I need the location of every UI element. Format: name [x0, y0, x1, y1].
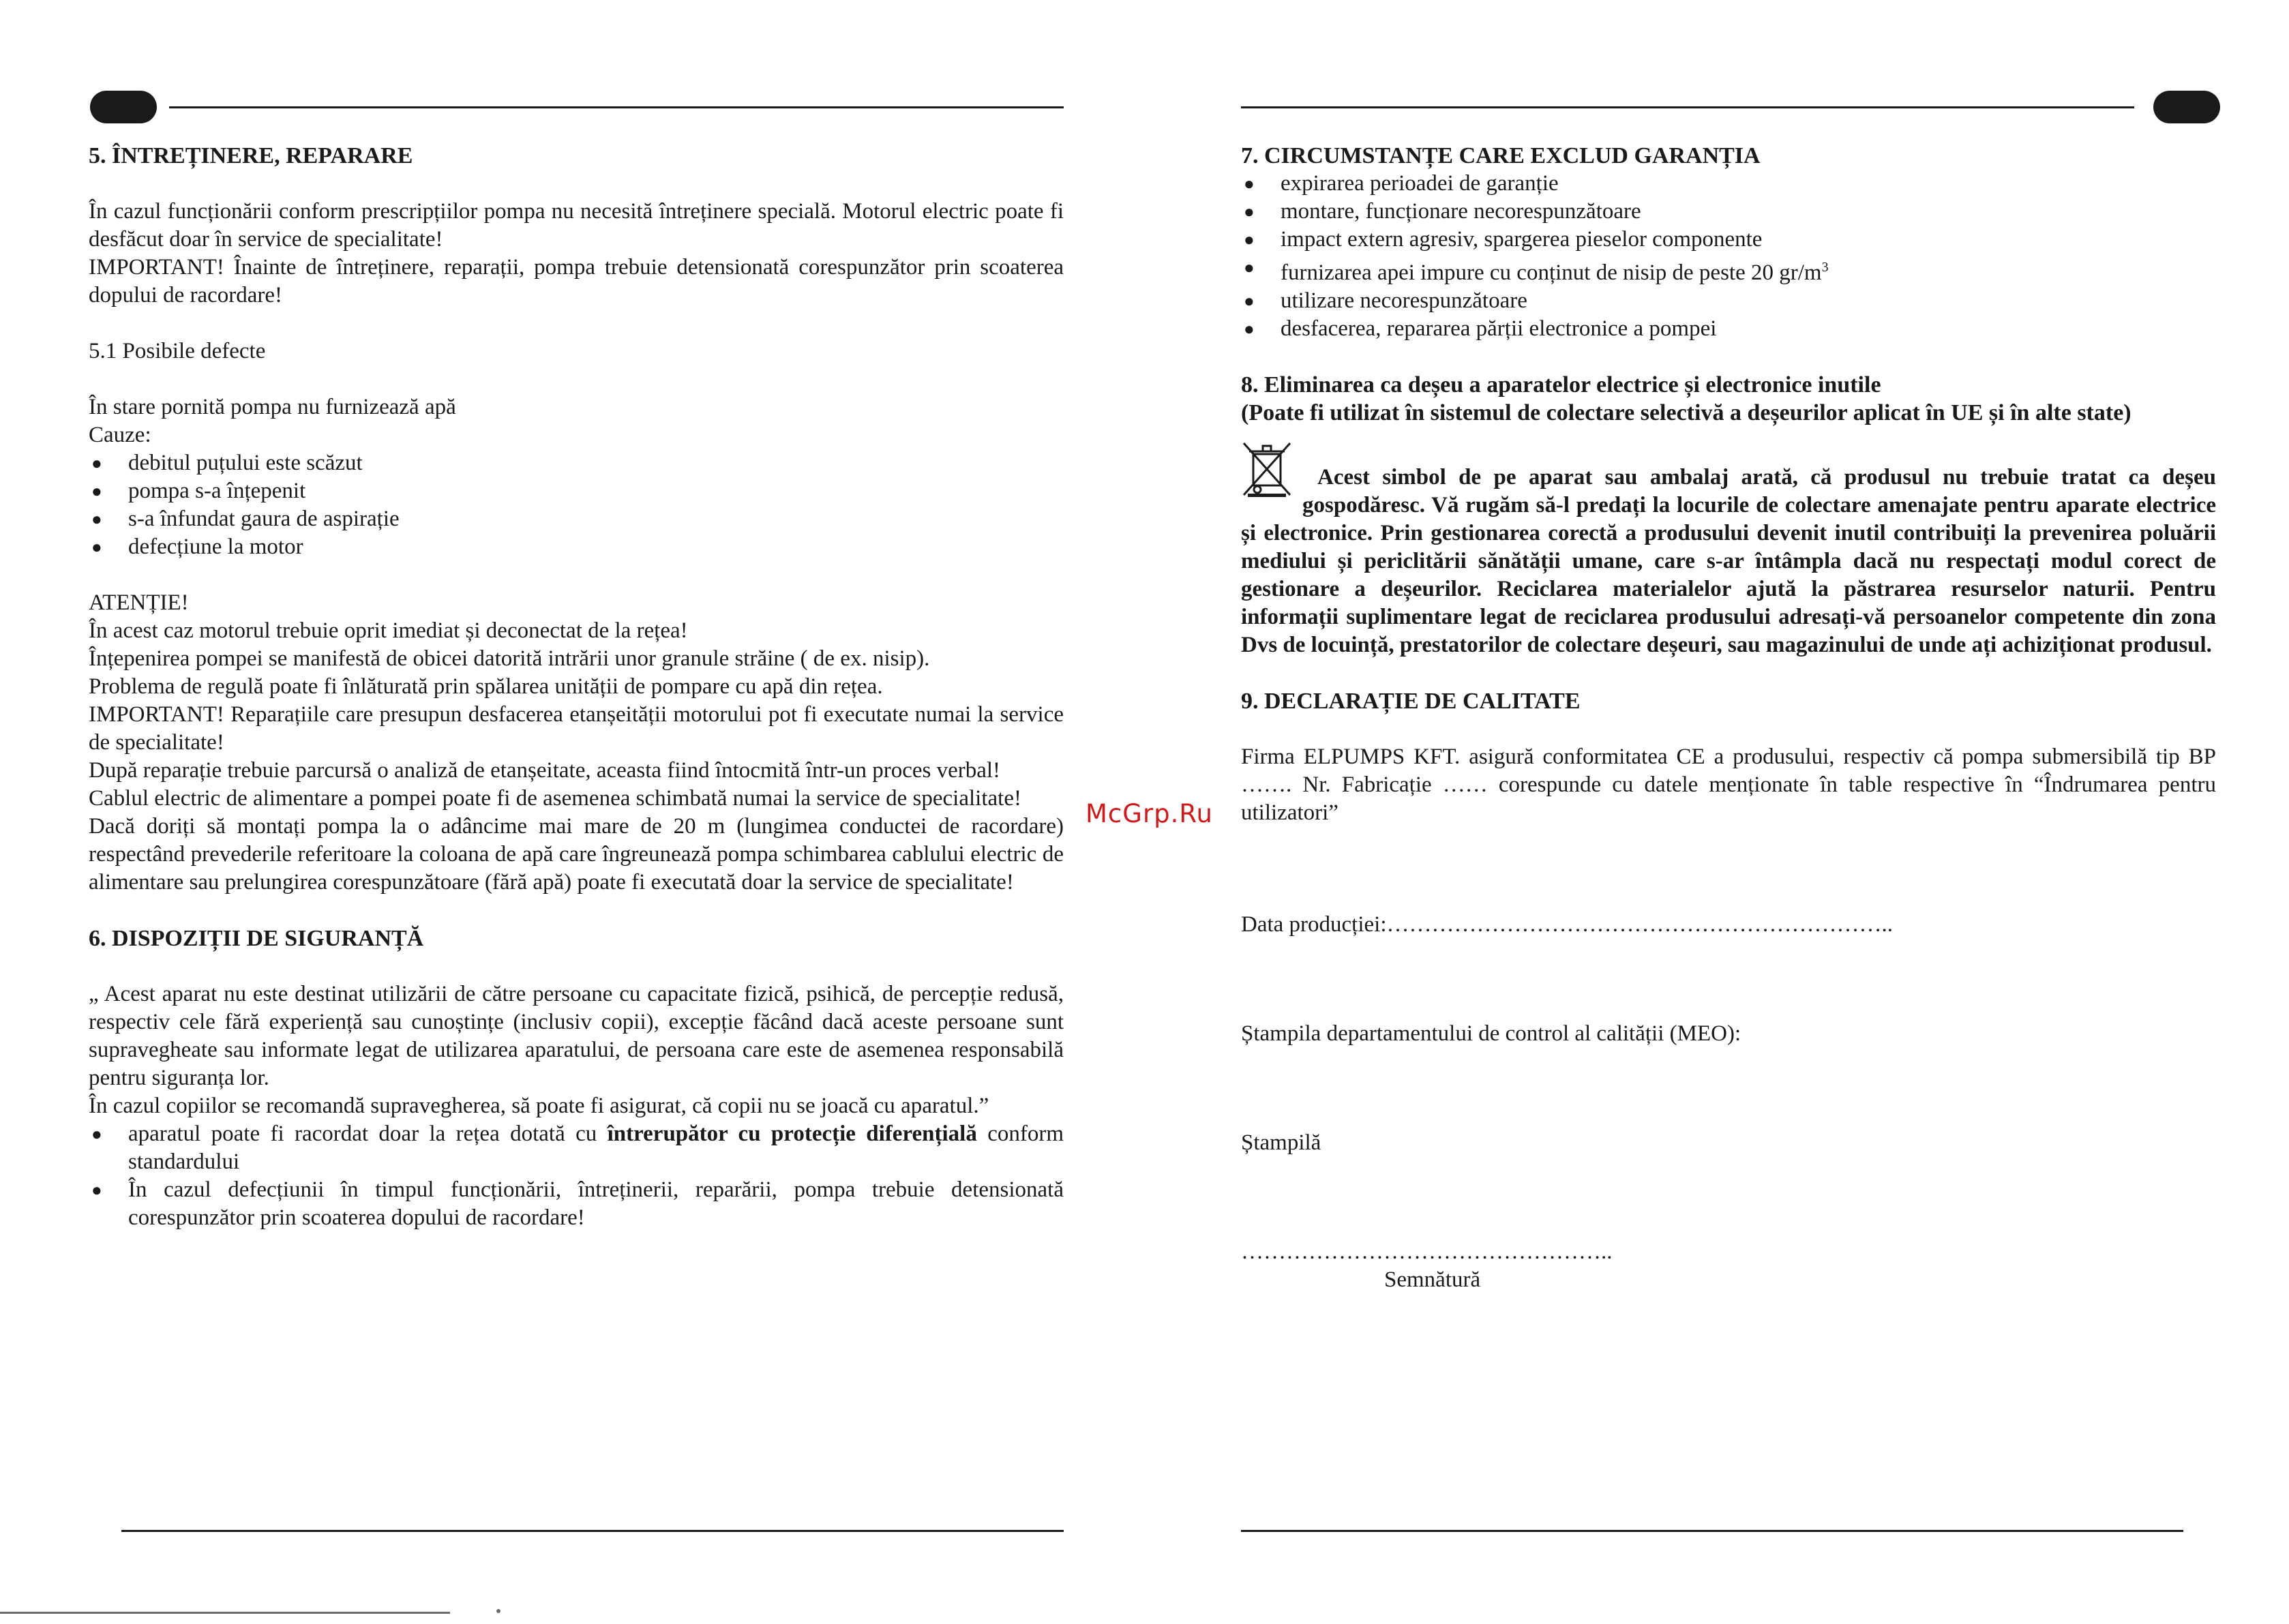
section-7-title: 7. CIRCUMSTANȚE CARE EXCLUD GARANȚIA	[1241, 143, 1761, 168]
footer-rule-right	[1241, 1530, 2183, 1532]
bottom-edge-dot	[496, 1609, 500, 1613]
watermark: McGrp.Ru	[1086, 799, 1213, 828]
section-8-title: 8. Eliminarea ca deșeu a aparatelor electrice și electronice inutile	[1241, 372, 1881, 397]
list-item: ● expirarea perioadei de garanție	[1241, 170, 2216, 198]
left-page	[0, 0, 1118, 1624]
crossed-bin-icon	[1241, 440, 1293, 498]
causes-list	[89, 449, 1064, 561]
section-9-paragraph: Firma ELPUMPS KFT. asigură conformitatea CE a produsului, respectiv că pompa submersibilă tip BP ……. Nr. Fabricație …… corespunde cu datele menționate în table respective în “Îndrumarea pentru utilizatori”	[1241, 745, 2216, 825]
attention-line: Dacă doriți să montați pompa la o adâncime mai mare de 20 m (lungimea conductei de racordare) respectând prevederile referitoare la coloana de apă care îngreunează pompa schimbarea cablului electric de alimentare sau prelungirea corespunzătoare (fără apă) poate fi executată doar la service de specialitate!	[89, 814, 1064, 894]
header-rule-right	[1241, 106, 2134, 108]
section-5-title: 5. ÎNTREȚINERE, REPARARE	[89, 143, 413, 168]
section-5-1-causes-label: Cauze:	[89, 423, 151, 447]
section-8-subtitle: (Poate fi utilizat în sistemul de colectare selectivă a deșeurilor aplicat în UE și în alte state)	[1241, 400, 2131, 425]
list-item: ● impact extern agresiv, spargerea pieselor componente	[1241, 226, 2216, 254]
water-quality-text: furnizarea apei impure cu conținut de nisip de peste 20 gr/m	[1281, 260, 1822, 285]
footer-rule-left	[121, 1530, 1064, 1532]
safety-bullet-text-end: conform standardului	[128, 1122, 1064, 1174]
left-column	[89, 142, 1064, 1232]
weee-paragraph	[1241, 440, 2216, 659]
section-5-paragraph-1: În cazul funcționării conform prescripțiilor pompa nu necesită întreținere specială. Motorul electric poate fi desfăcut doar în service de specialitate!	[89, 199, 1064, 252]
page-number-badge-right	[2153, 91, 2220, 123]
attention-line: Cablul electric de alimentare a pompei poate fi de asemenea schimbată numai la service de specialitate!	[89, 786, 1021, 811]
cubic-superscript: 3	[1821, 260, 1829, 275]
attention-line: În acest caz motorul trebuie oprit imediat și deconectat de la rețea!	[89, 618, 688, 643]
section-5-paragraph-2: IMPORTANT! Înainte de întreținere, reparații, pompa trebuie detensionată corespunzător prin scoaterea dopului de racordare!	[89, 255, 1064, 307]
bottom-edge-strip	[0, 1612, 450, 1614]
section-5-1-paragraph: În stare pornită pompa nu furnizează apă	[89, 395, 456, 419]
attention-line: După reparație trebuie parcursă o analiză de etanșeitate, aceasta fiind întocmită într-un proces verbal!	[89, 758, 1001, 783]
list-item: ● defecțiune la motor	[89, 533, 1064, 561]
warranty-exclusions-list	[1241, 170, 2216, 343]
safety-list	[89, 1120, 1064, 1232]
list-item: ● În cazul defecțiunii în timpul funcționării, întreținerii, reparării, pompa trebuie detensionată corespunzător prin scoaterea dopului de racordare!	[89, 1176, 1064, 1232]
attention-line: Problema de regulă poate fi înlăturată prin spălarea unității de pompare cu apă din rețea.	[89, 674, 883, 699]
section-6-paragraph-2: În cazul copiilor se recomandă supravegherea, să poate fi asigurat, că copii nu se joacă cu aparatul.”	[89, 1094, 989, 1118]
section-6-title: 6. DISPOZIȚII DE SIGURANȚĂ	[89, 926, 424, 951]
list-item: ● desfacerea, repararea părții electronice a pompei	[1241, 315, 2216, 343]
attention-line: Înțepenirea pompei se manifestă de obicei datorită intrării unor granule străine ( de ex. nisip).	[89, 646, 930, 671]
attention-title: ATENȚIE!	[89, 590, 189, 615]
section-6-paragraph-1: „ Acest aparat nu este destinat utilizării de către persoane cu capacitate fizică, psihică, de percepție redusă, respectiv cele fără experiență sau cunoștințe (inclusiv copii), excepție făcând dacă aceste persoane sunt supravegheate sau informate legat de utilizarea aparatului, de persoana care este de asemenea responsabilă pentru siguranța lor.	[89, 982, 1064, 1090]
right-page	[1159, 0, 2289, 1624]
safety-bullet-text: aparatul poate fi racordat doar la rețea dotată cu	[128, 1122, 608, 1146]
list-item	[89, 1120, 1064, 1176]
list-item: ● debitul puțului este scăzut	[89, 449, 1064, 477]
production-date-field: Data producției:…………………………………………………………..	[1241, 912, 1894, 937]
page-number-badge-left	[90, 91, 157, 123]
weee-text: Acest simbol de pe aparat sau ambalaj arată, că produsul nu trebuie tratat ca deșeu gospodăresc. Vă rugăm să-l predați la locurile de colectare amenajate pentru aparate electrice și electronice. Prin gestionarea corectă a produsului devenit inutil contribuiți la prevenirea poluării mediului și periclitării sănătății umane, care s-ar întâmpla dacă nu respectați modul corect de gestionare a deșeurilor. Reciclarea materialelor ajută la păstrarea resurselor naturii. Pentru informații suplimentare legat de reciclarea produsului adresați-vă persoanelor competente din zona Dvs de locuință, prestatorilor de colectare deșeuri, sau magazinului de unde ați achiziționat produsul.	[1241, 465, 2216, 657]
list-item: ● s-a înfundat gaura de aspirație	[89, 505, 1064, 533]
list-item: ● pompa s-a înțepenit	[89, 477, 1064, 505]
list-item: ● utilizare necorespunzătoare	[1241, 287, 2216, 315]
section-9-title: 9. DECLARAȚIE DE CALITATE	[1241, 689, 1581, 714]
signature-label: Semnătură	[1384, 1267, 1481, 1292]
signature-line: …………………………………………..	[1241, 1239, 1613, 1264]
section-5-1-title: 5.1 Posibile defecte	[89, 339, 266, 363]
header-rule-left	[169, 106, 1064, 108]
qc-stamp-label: Ștampila departamentului de control al calității (MEO):	[1241, 1021, 1741, 1046]
attention-line: IMPORTANT! Reparațiile care presupun desfacerea etanșeității motorului pot fi executate numai la service de specialitate!	[89, 702, 1064, 755]
safety-bullet-bold: întrerupător cu protecție diferențială	[607, 1122, 977, 1146]
stamp-label: Ștampilă	[1241, 1130, 1321, 1155]
list-item	[1241, 254, 2216, 287]
list-item: ● montare, funcționare necorespunzătoare	[1241, 198, 2216, 226]
right-column	[1241, 142, 2216, 1294]
